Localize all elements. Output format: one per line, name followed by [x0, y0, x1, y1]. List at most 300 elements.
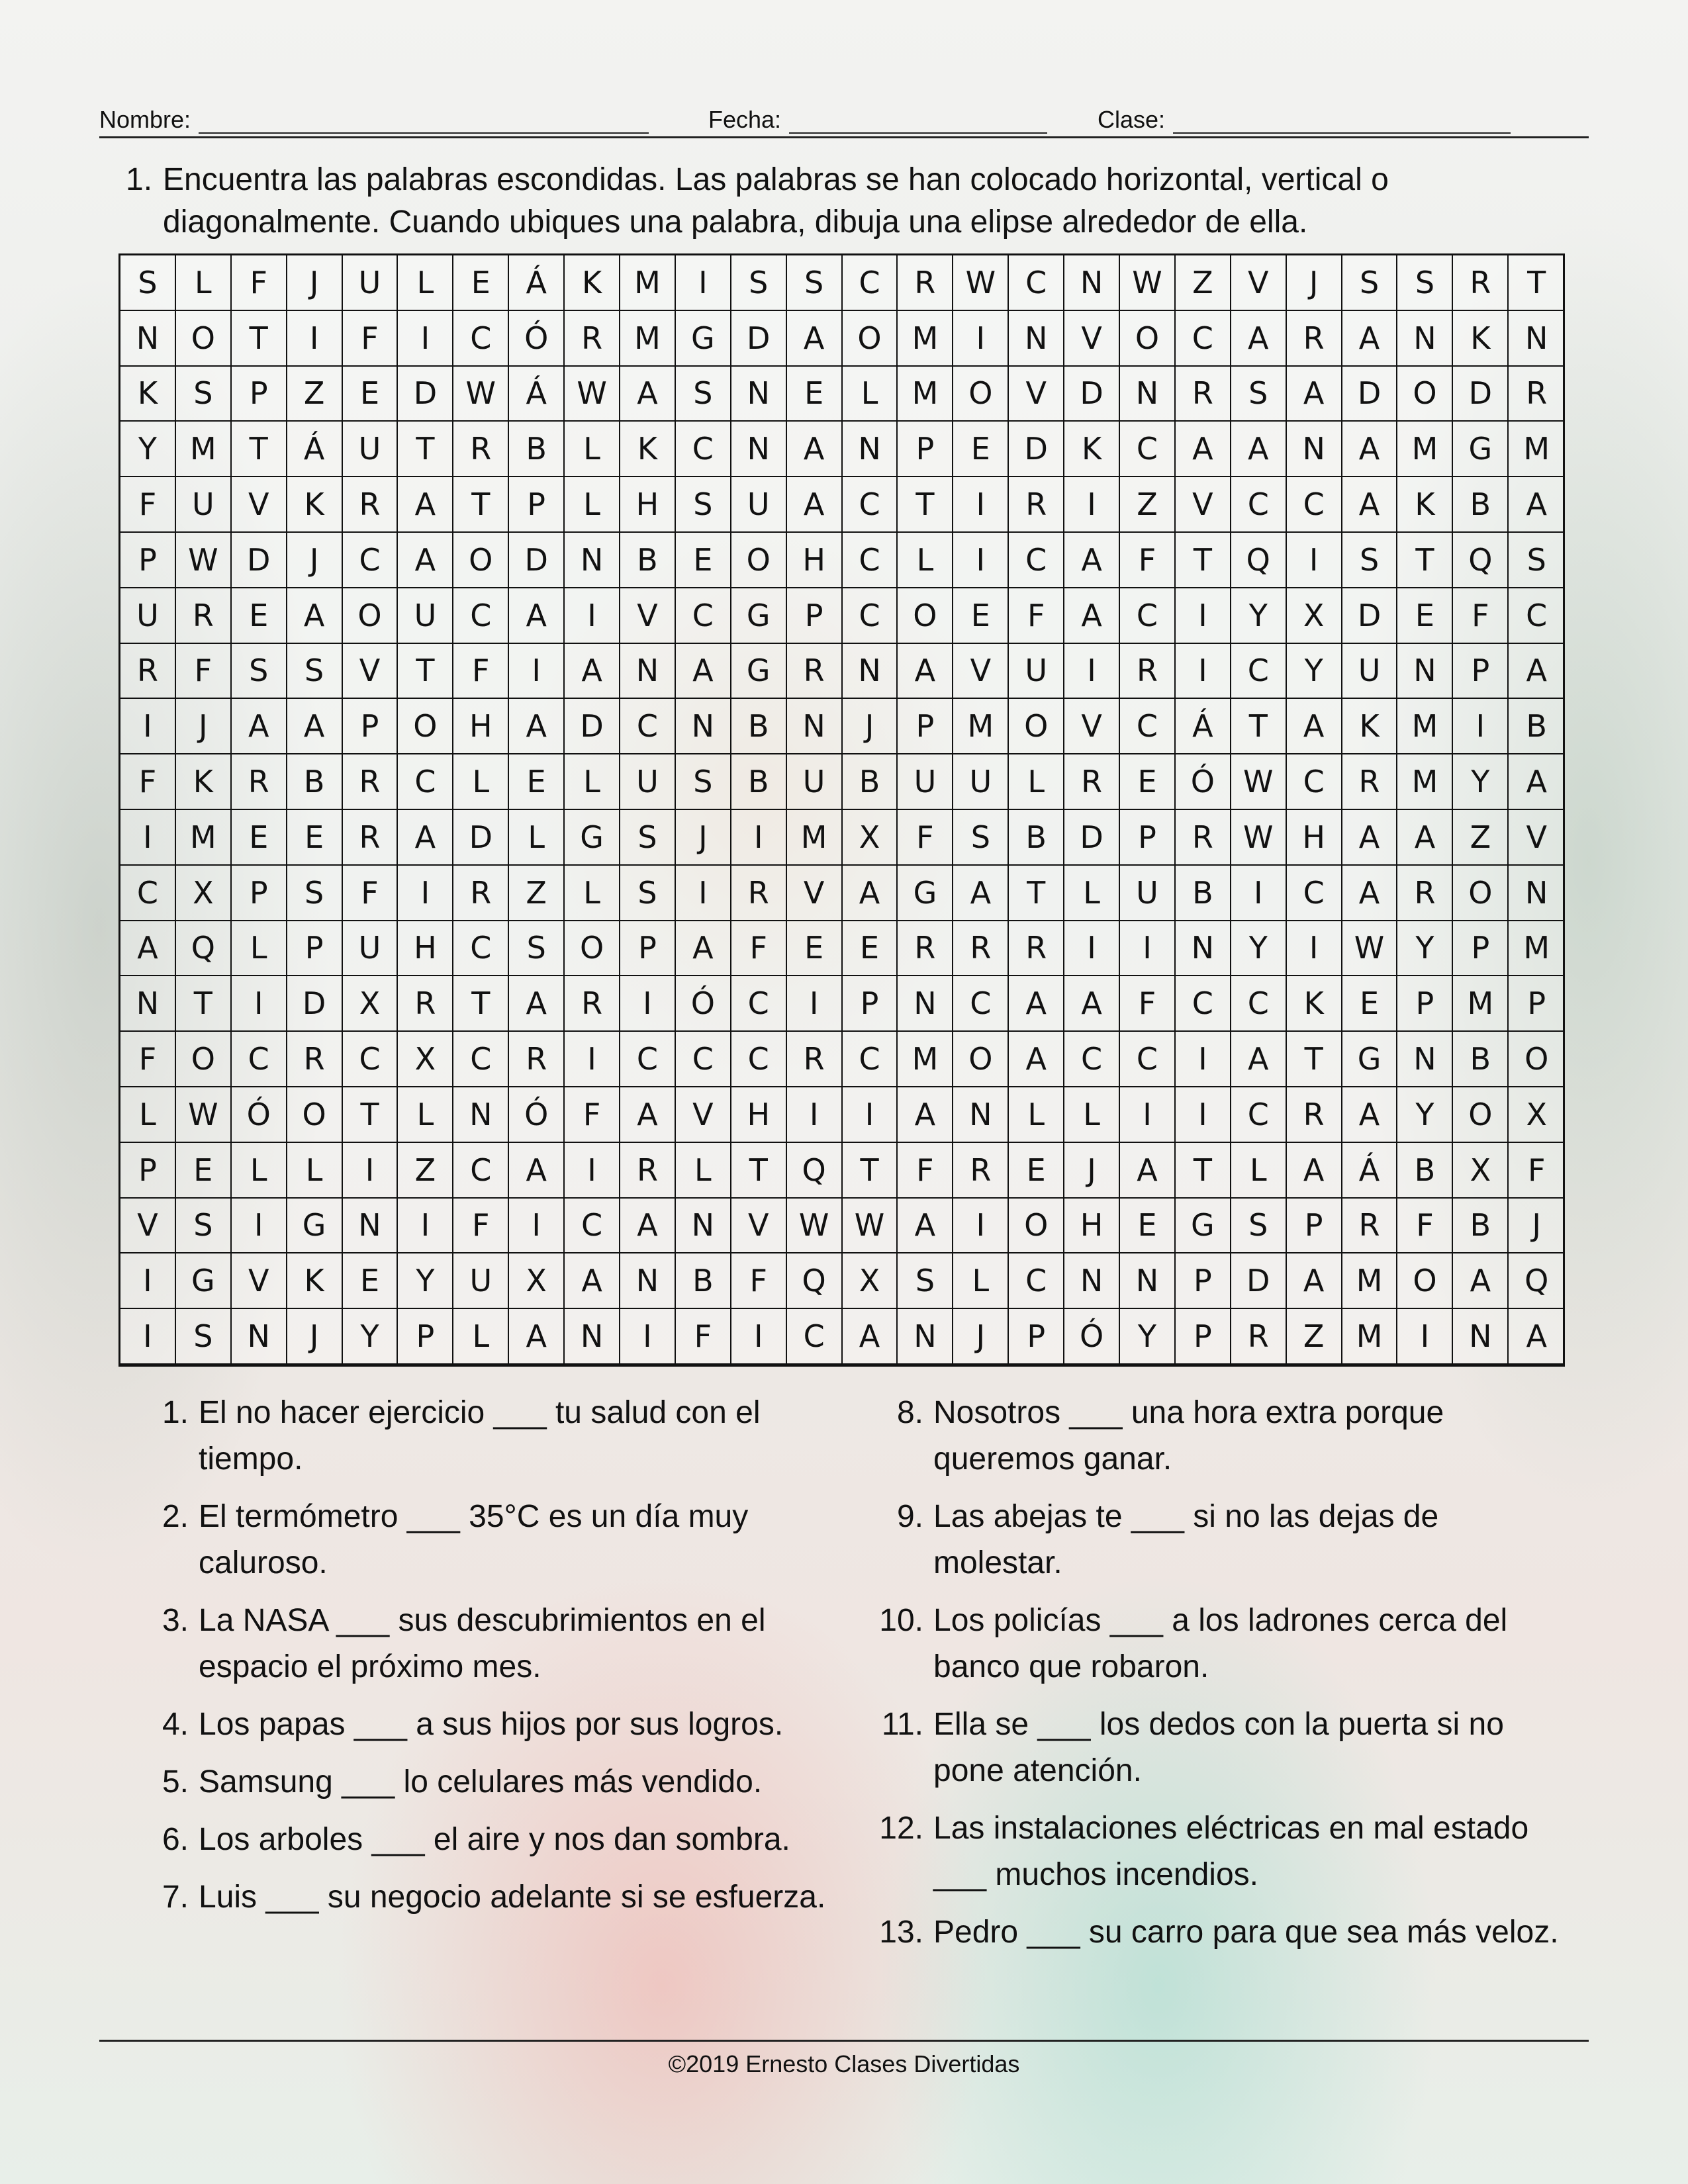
grid-cell[interactable]: J — [287, 533, 343, 588]
grid-cell[interactable]: R — [343, 810, 399, 866]
grid-cell[interactable]: R — [787, 1032, 843, 1087]
grid-cell[interactable]: E — [1120, 1199, 1176, 1254]
grid-cell[interactable]: N — [787, 699, 843, 754]
grid-cell[interactable]: R — [1342, 754, 1398, 810]
grid-cell[interactable]: C — [1120, 1032, 1176, 1087]
grid-cell[interactable]: U — [453, 1253, 509, 1309]
grid-cell[interactable]: I — [565, 1143, 620, 1199]
grid-cell[interactable]: D — [731, 311, 787, 367]
grid-cell[interactable]: C — [1287, 477, 1342, 533]
grid-cell[interactable]: I — [1176, 1032, 1231, 1087]
grid-cell[interactable]: N — [1064, 255, 1120, 311]
grid-cell[interactable]: U — [176, 477, 232, 533]
grid-cell[interactable]: V — [1064, 311, 1120, 367]
grid-cell[interactable]: N — [120, 311, 176, 367]
grid-cell[interactable]: Á — [509, 255, 565, 311]
grid-cell[interactable]: P — [398, 1309, 453, 1365]
grid-cell[interactable]: N — [1176, 921, 1231, 977]
grid-cell[interactable]: C — [620, 1032, 676, 1087]
grid-cell[interactable]: I — [1231, 866, 1287, 921]
grid-cell[interactable]: C — [1509, 588, 1564, 644]
grid-cell[interactable]: X — [176, 866, 232, 921]
grid-cell[interactable]: L — [120, 1087, 176, 1143]
grid-cell[interactable]: V — [953, 644, 1009, 700]
grid-cell[interactable]: T — [453, 976, 509, 1032]
grid-cell[interactable]: C — [343, 533, 399, 588]
grid-cell[interactable]: B — [287, 754, 343, 810]
grid-cell[interactable]: L — [1009, 754, 1064, 810]
grid-cell[interactable]: K — [287, 477, 343, 533]
name-field[interactable] — [99, 106, 649, 134]
grid-cell[interactable]: L — [232, 921, 287, 977]
grid-cell[interactable]: F — [453, 1199, 509, 1254]
grid-cell[interactable]: C — [565, 1199, 620, 1254]
grid-cell[interactable]: W — [1120, 255, 1176, 311]
grid-cell[interactable]: U — [898, 754, 953, 810]
grid-cell[interactable]: N — [1287, 422, 1342, 477]
grid-cell[interactable]: C — [676, 588, 731, 644]
grid-cell[interactable]: N — [1509, 866, 1564, 921]
grid-cell[interactable]: U — [731, 477, 787, 533]
grid-cell[interactable]: O — [898, 588, 953, 644]
grid-cell[interactable]: N — [120, 976, 176, 1032]
grid-cell[interactable]: I — [953, 533, 1009, 588]
grid-cell[interactable]: I — [731, 810, 787, 866]
grid-cell[interactable]: C — [843, 533, 898, 588]
grid-cell[interactable]: R — [1453, 255, 1509, 311]
grid-cell[interactable]: L — [1064, 866, 1120, 921]
grid-cell[interactable]: O — [1453, 866, 1509, 921]
grid-cell[interactable]: A — [787, 311, 843, 367]
grid-cell[interactable]: I — [1287, 921, 1342, 977]
grid-cell[interactable]: M — [176, 810, 232, 866]
grid-cell[interactable]: A — [1064, 588, 1120, 644]
grid-cell[interactable]: E — [509, 754, 565, 810]
grid-cell[interactable]: Q — [1453, 533, 1509, 588]
grid-cell[interactable]: T — [731, 1143, 787, 1199]
grid-cell[interactable]: C — [1120, 699, 1176, 754]
grid-cell[interactable]: Z — [398, 1143, 453, 1199]
grid-cell[interactable]: F — [898, 1143, 953, 1199]
grid-cell[interactable]: R — [1231, 1309, 1287, 1365]
grid-cell[interactable]: W — [565, 367, 620, 422]
grid-cell[interactable]: O — [176, 311, 232, 367]
grid-cell[interactable]: R — [1342, 1199, 1398, 1254]
grid-cell[interactable]: C — [676, 422, 731, 477]
grid-cell[interactable]: A — [1176, 422, 1231, 477]
grid-cell[interactable]: F — [1509, 1143, 1564, 1199]
grid-cell[interactable]: L — [176, 255, 232, 311]
grid-cell[interactable]: P — [1176, 1253, 1231, 1309]
grid-cell[interactable]: W — [453, 367, 509, 422]
grid-cell[interactable]: P — [120, 533, 176, 588]
grid-cell[interactable]: Q — [787, 1143, 843, 1199]
date-blank[interactable] — [789, 113, 1047, 134]
grid-cell[interactable]: L — [843, 367, 898, 422]
grid-cell[interactable]: N — [1120, 367, 1176, 422]
grid-cell[interactable]: O — [343, 588, 399, 644]
grid-cell[interactable]: P — [1176, 1309, 1231, 1365]
grid-cell[interactable]: A — [676, 644, 731, 700]
grid-cell[interactable]: T — [843, 1143, 898, 1199]
grid-cell[interactable]: O — [843, 311, 898, 367]
grid-cell[interactable]: E — [1009, 1143, 1064, 1199]
grid-cell[interactable]: O — [1009, 1199, 1064, 1254]
grid-cell[interactable]: C — [1231, 976, 1287, 1032]
grid-cell[interactable]: Y — [398, 1253, 453, 1309]
grid-cell[interactable]: J — [287, 255, 343, 311]
grid-cell[interactable]: L — [953, 1253, 1009, 1309]
grid-cell[interactable]: E — [843, 921, 898, 977]
grid-cell[interactable]: A — [620, 367, 676, 422]
grid-cell[interactable]: E — [676, 533, 731, 588]
grid-cell[interactable]: G — [1342, 1032, 1398, 1087]
grid-cell[interactable]: I — [1176, 1087, 1231, 1143]
grid-cell[interactable]: L — [565, 866, 620, 921]
grid-cell[interactable]: Q — [787, 1253, 843, 1309]
grid-cell[interactable]: G — [287, 1199, 343, 1254]
grid-cell[interactable]: B — [620, 533, 676, 588]
grid-cell[interactable]: L — [453, 754, 509, 810]
grid-cell[interactable]: C — [343, 1032, 399, 1087]
grid-cell[interactable]: G — [676, 311, 731, 367]
grid-cell[interactable]: S — [898, 1253, 953, 1309]
grid-cell[interactable]: D — [1453, 367, 1509, 422]
grid-cell[interactable]: W — [176, 533, 232, 588]
grid-cell[interactable]: C — [1287, 866, 1342, 921]
grid-cell[interactable]: Z — [287, 367, 343, 422]
grid-cell[interactable]: L — [1064, 1087, 1120, 1143]
grid-cell[interactable]: F — [232, 255, 287, 311]
grid-cell[interactable]: D — [1064, 810, 1120, 866]
grid-cell[interactable]: N — [565, 1309, 620, 1365]
grid-cell[interactable]: U — [1009, 644, 1064, 700]
grid-cell[interactable]: G — [1176, 1199, 1231, 1254]
grid-cell[interactable]: W — [1231, 754, 1287, 810]
grid-cell[interactable]: O — [398, 699, 453, 754]
grid-cell[interactable]: T — [398, 422, 453, 477]
grid-cell[interactable]: P — [1453, 644, 1509, 700]
grid-cell[interactable]: S — [176, 367, 232, 422]
grid-cell[interactable]: R — [898, 255, 953, 311]
grid-cell[interactable]: I — [509, 1199, 565, 1254]
grid-cell[interactable]: Ó — [232, 1087, 287, 1143]
grid-cell[interactable]: A — [1231, 422, 1287, 477]
grid-cell[interactable]: W — [1342, 921, 1398, 977]
grid-cell[interactable]: I — [565, 588, 620, 644]
grid-cell[interactable]: T — [1509, 255, 1564, 311]
grid-cell[interactable]: C — [1287, 754, 1342, 810]
grid-cell[interactable]: A — [287, 699, 343, 754]
grid-cell[interactable]: E — [953, 422, 1009, 477]
grid-cell[interactable]: J — [1064, 1143, 1120, 1199]
grid-cell[interactable]: F — [1453, 588, 1509, 644]
grid-cell[interactable]: Á — [1342, 1143, 1398, 1199]
grid-cell[interactable]: B — [731, 699, 787, 754]
grid-cell[interactable]: C — [1231, 1087, 1287, 1143]
grid-cell[interactable]: U — [953, 754, 1009, 810]
grid-cell[interactable]: Ó — [1064, 1309, 1120, 1365]
grid-cell[interactable]: U — [120, 588, 176, 644]
grid-cell[interactable]: F — [343, 311, 399, 367]
grid-cell[interactable]: C — [1176, 976, 1231, 1032]
grid-cell[interactable]: A — [620, 1199, 676, 1254]
grid-cell[interactable]: I — [731, 1309, 787, 1365]
grid-cell[interactable]: H — [453, 699, 509, 754]
grid-cell[interactable]: T — [398, 644, 453, 700]
grid-cell[interactable]: V — [620, 588, 676, 644]
grid-cell[interactable]: F — [120, 477, 176, 533]
grid-cell[interactable]: A — [1287, 367, 1342, 422]
grid-cell[interactable]: K — [1287, 976, 1342, 1032]
grid-cell[interactable]: P — [287, 921, 343, 977]
grid-cell[interactable]: J — [1287, 255, 1342, 311]
grid-cell[interactable]: M — [1342, 1309, 1398, 1365]
grid-cell[interactable]: R — [176, 588, 232, 644]
grid-cell[interactable]: Y — [1231, 588, 1287, 644]
grid-cell[interactable]: A — [1342, 422, 1398, 477]
grid-cell[interactable]: L — [453, 1309, 509, 1365]
grid-cell[interactable]: Ó — [1176, 754, 1231, 810]
grid-cell[interactable]: B — [509, 422, 565, 477]
grid-cell[interactable]: D — [1009, 422, 1064, 477]
grid-cell[interactable]: Z — [1176, 255, 1231, 311]
grid-cell[interactable]: R — [565, 311, 620, 367]
grid-cell[interactable]: R — [343, 477, 399, 533]
grid-cell[interactable]: A — [953, 866, 1009, 921]
grid-cell[interactable]: A — [509, 588, 565, 644]
grid-cell[interactable]: W — [787, 1199, 843, 1254]
grid-cell[interactable]: L — [398, 1087, 453, 1143]
grid-cell[interactable]: Y — [1231, 921, 1287, 977]
grid-cell[interactable]: O — [565, 921, 620, 977]
grid-cell[interactable]: S — [953, 810, 1009, 866]
grid-cell[interactable]: A — [1342, 810, 1398, 866]
grid-cell[interactable]: T — [232, 311, 287, 367]
grid-cell[interactable]: V — [1176, 477, 1231, 533]
grid-cell[interactable]: L — [1231, 1143, 1287, 1199]
grid-cell[interactable]: E — [953, 588, 1009, 644]
grid-cell[interactable]: R — [1397, 866, 1453, 921]
grid-cell[interactable]: S — [509, 921, 565, 977]
date-field[interactable] — [708, 106, 1047, 134]
grid-cell[interactable]: D — [453, 810, 509, 866]
grid-cell[interactable]: I — [1453, 699, 1509, 754]
grid-cell[interactable]: S — [1231, 1199, 1287, 1254]
grid-cell[interactable]: S — [176, 1309, 232, 1365]
grid-cell[interactable]: U — [1342, 644, 1398, 700]
grid-cell[interactable]: I — [509, 644, 565, 700]
grid-cell[interactable]: M — [1453, 976, 1509, 1032]
grid-cell[interactable]: R — [898, 921, 953, 977]
grid-cell[interactable]: L — [1009, 1087, 1064, 1143]
grid-cell[interactable]: K — [287, 1253, 343, 1309]
grid-cell[interactable]: I — [398, 311, 453, 367]
grid-cell[interactable]: C — [731, 976, 787, 1032]
grid-cell[interactable]: R — [287, 1032, 343, 1087]
grid-cell[interactable]: P — [620, 921, 676, 977]
grid-cell[interactable]: D — [1064, 367, 1120, 422]
grid-cell[interactable]: L — [676, 1143, 731, 1199]
grid-cell[interactable]: M — [1509, 921, 1564, 977]
grid-cell[interactable]: S — [1342, 533, 1398, 588]
grid-cell[interactable]: C — [1120, 588, 1176, 644]
grid-cell[interactable]: T — [232, 422, 287, 477]
grid-cell[interactable]: C — [1231, 477, 1287, 533]
grid-cell[interactable]: Ó — [509, 1087, 565, 1143]
grid-cell[interactable]: B — [1453, 1032, 1509, 1087]
grid-cell[interactable]: D — [287, 976, 343, 1032]
grid-cell[interactable]: S — [1397, 255, 1453, 311]
grid-cell[interactable]: R — [1120, 644, 1176, 700]
grid-cell[interactable]: H — [398, 921, 453, 977]
grid-cell[interactable]: N — [898, 976, 953, 1032]
grid-cell[interactable]: A — [787, 477, 843, 533]
grid-cell[interactable]: A — [565, 1253, 620, 1309]
grid-cell[interactable]: V — [787, 866, 843, 921]
grid-cell[interactable]: H — [787, 533, 843, 588]
grid-cell[interactable]: A — [1509, 644, 1564, 700]
grid-cell[interactable]: N — [565, 533, 620, 588]
grid-cell[interactable]: U — [398, 588, 453, 644]
grid-cell[interactable]: A — [1287, 1143, 1342, 1199]
grid-cell[interactable]: T — [1397, 533, 1453, 588]
grid-cell[interactable]: Z — [1453, 810, 1509, 866]
grid-cell[interactable]: R — [620, 1143, 676, 1199]
grid-cell[interactable]: U — [787, 754, 843, 810]
grid-cell[interactable]: E — [176, 1143, 232, 1199]
grid-cell[interactable]: C — [1120, 422, 1176, 477]
grid-cell[interactable]: A — [620, 1087, 676, 1143]
grid-cell[interactable]: E — [1120, 754, 1176, 810]
grid-cell[interactable]: I — [120, 1309, 176, 1365]
grid-cell[interactable]: S — [120, 255, 176, 311]
grid-cell[interactable]: X — [398, 1032, 453, 1087]
grid-cell[interactable]: M — [898, 367, 953, 422]
grid-cell[interactable]: M — [953, 699, 1009, 754]
grid-cell[interactable]: A — [843, 866, 898, 921]
grid-cell[interactable]: C — [453, 1032, 509, 1087]
grid-cell[interactable]: A — [120, 921, 176, 977]
grid-cell[interactable]: S — [676, 477, 731, 533]
grid-cell[interactable]: O — [953, 1032, 1009, 1087]
grid-cell[interactable]: E — [343, 1253, 399, 1309]
grid-cell[interactable]: Z — [1287, 1309, 1342, 1365]
grid-cell[interactable]: Z — [509, 866, 565, 921]
grid-cell[interactable]: R — [453, 422, 509, 477]
grid-cell[interactable]: P — [343, 699, 399, 754]
grid-cell[interactable]: F — [453, 644, 509, 700]
grid-cell[interactable]: N — [1397, 1032, 1453, 1087]
grid-cell[interactable]: C — [676, 1032, 731, 1087]
grid-cell[interactable]: A — [676, 921, 731, 977]
grid-cell[interactable]: G — [1453, 422, 1509, 477]
grid-cell[interactable]: I — [1397, 1309, 1453, 1365]
grid-cell[interactable]: A — [509, 1143, 565, 1199]
grid-cell[interactable]: R — [343, 754, 399, 810]
grid-cell[interactable]: N — [1397, 644, 1453, 700]
grid-cell[interactable]: W — [843, 1199, 898, 1254]
grid-cell[interactable]: F — [565, 1087, 620, 1143]
grid-cell[interactable]: P — [509, 477, 565, 533]
grid-cell[interactable]: G — [731, 588, 787, 644]
grid-cell[interactable]: L — [565, 477, 620, 533]
grid-cell[interactable]: S — [1231, 367, 1287, 422]
name-blank[interactable] — [199, 113, 649, 134]
grid-cell[interactable]: N — [676, 1199, 731, 1254]
grid-cell[interactable]: B — [1453, 477, 1509, 533]
grid-cell[interactable]: R — [953, 921, 1009, 977]
grid-cell[interactable]: T — [1287, 1032, 1342, 1087]
grid-cell[interactable]: D — [509, 533, 565, 588]
grid-cell[interactable]: A — [509, 976, 565, 1032]
grid-cell[interactable]: E — [1397, 588, 1453, 644]
grid-cell[interactable]: I — [1064, 921, 1120, 977]
grid-cell[interactable]: J — [287, 1309, 343, 1365]
grid-cell[interactable]: L — [565, 754, 620, 810]
grid-cell[interactable]: E — [232, 810, 287, 866]
grid-cell[interactable]: F — [1397, 1199, 1453, 1254]
grid-cell[interactable]: N — [731, 422, 787, 477]
grid-cell[interactable]: M — [787, 810, 843, 866]
grid-cell[interactable]: C — [1009, 1253, 1064, 1309]
grid-cell[interactable]: I — [676, 255, 731, 311]
grid-cell[interactable]: U — [1120, 866, 1176, 921]
grid-cell[interactable]: D — [565, 699, 620, 754]
grid-cell[interactable]: R — [1287, 1087, 1342, 1143]
grid-cell[interactable]: I — [620, 976, 676, 1032]
grid-cell[interactable]: F — [176, 644, 232, 700]
grid-cell[interactable]: N — [453, 1087, 509, 1143]
grid-cell[interactable]: A — [1231, 311, 1287, 367]
grid-cell[interactable]: C — [1009, 255, 1064, 311]
grid-cell[interactable]: B — [731, 754, 787, 810]
grid-cell[interactable]: M — [1342, 1253, 1398, 1309]
grid-cell[interactable]: C — [453, 311, 509, 367]
grid-cell[interactable]: N — [620, 644, 676, 700]
grid-cell[interactable]: I — [953, 311, 1009, 367]
grid-cell[interactable]: M — [1397, 422, 1453, 477]
grid-cell[interactable]: P — [1009, 1309, 1064, 1365]
grid-cell[interactable]: A — [1509, 477, 1564, 533]
grid-cell[interactable]: U — [343, 255, 399, 311]
grid-cell[interactable]: N — [843, 644, 898, 700]
grid-cell[interactable]: W — [176, 1087, 232, 1143]
grid-cell[interactable]: I — [1287, 533, 1342, 588]
grid-cell[interactable]: V — [676, 1087, 731, 1143]
grid-cell[interactable]: X — [1453, 1143, 1509, 1199]
grid-cell[interactable]: M — [1397, 699, 1453, 754]
grid-cell[interactable]: M — [898, 311, 953, 367]
grid-cell[interactable]: O — [176, 1032, 232, 1087]
grid-cell[interactable]: A — [565, 644, 620, 700]
grid-cell[interactable]: Y — [1397, 1087, 1453, 1143]
grid-cell[interactable]: S — [676, 367, 731, 422]
grid-cell[interactable]: R — [1509, 367, 1564, 422]
grid-cell[interactable]: R — [1009, 921, 1064, 977]
grid-cell[interactable]: I — [232, 1199, 287, 1254]
grid-cell[interactable]: L — [287, 1143, 343, 1199]
grid-cell[interactable]: R — [453, 866, 509, 921]
grid-cell[interactable]: I — [953, 1199, 1009, 1254]
grid-cell[interactable]: S — [1509, 533, 1564, 588]
grid-cell[interactable]: P — [843, 976, 898, 1032]
grid-cell[interactable]: I — [287, 311, 343, 367]
grid-cell[interactable]: T — [1176, 1143, 1231, 1199]
class-blank[interactable] — [1173, 113, 1511, 134]
grid-cell[interactable]: C — [843, 1032, 898, 1087]
grid-cell[interactable]: R — [787, 644, 843, 700]
